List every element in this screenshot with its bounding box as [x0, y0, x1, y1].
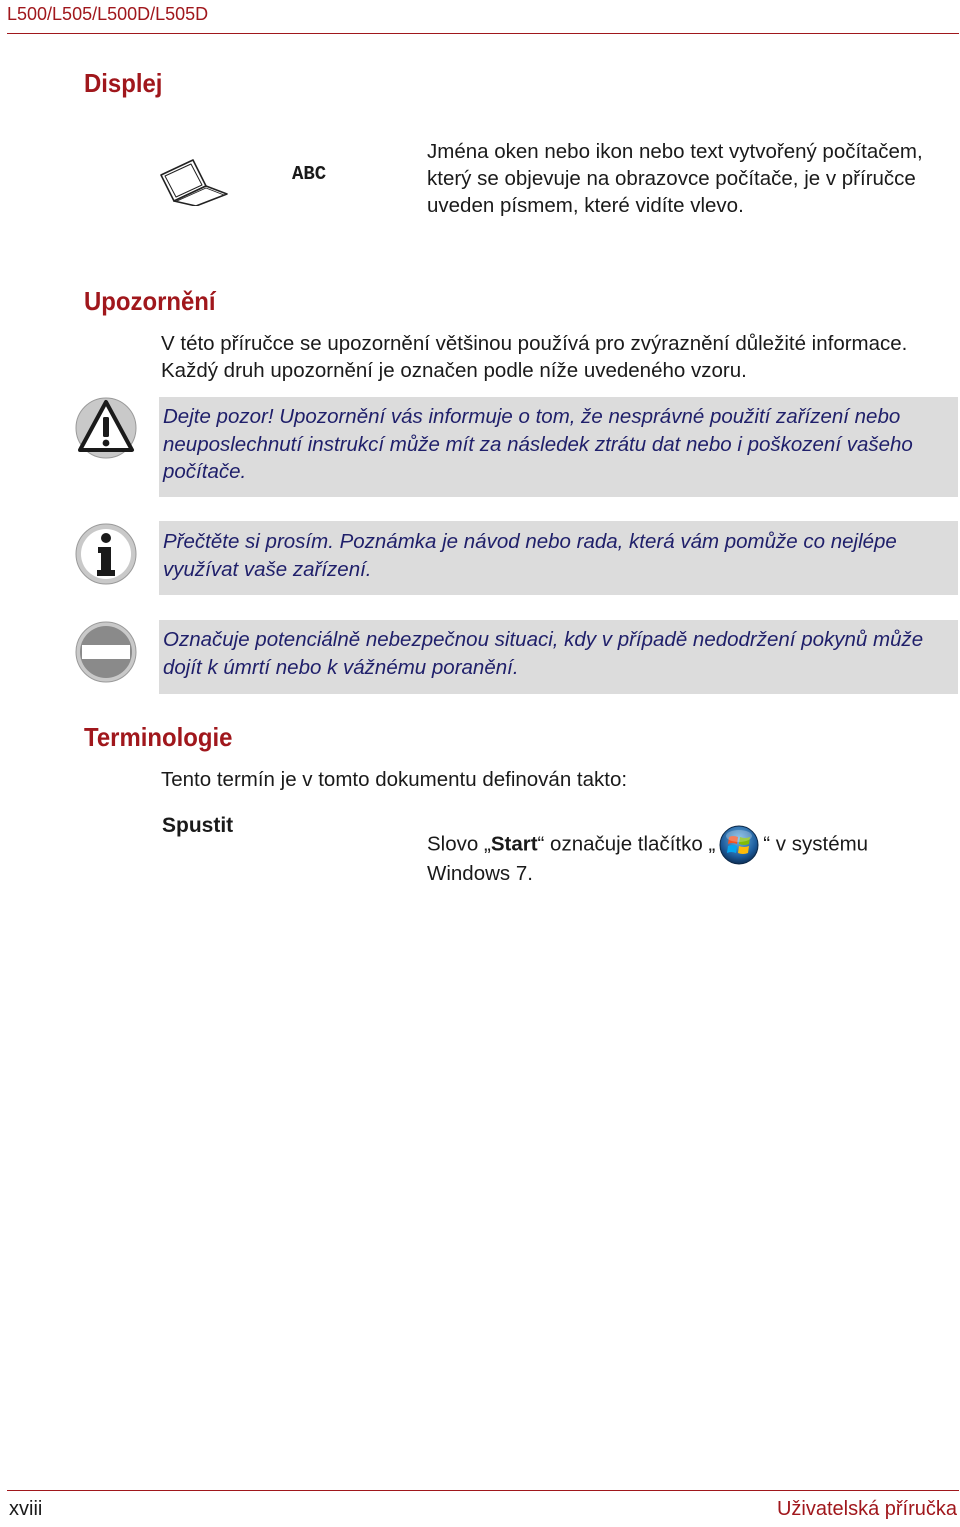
display-font-example: ABC [292, 163, 327, 185]
term-definition-line2: Windows 7. [427, 862, 533, 885]
caution-box [159, 397, 958, 497]
definition-mid: “ označuje tlačítko „ [537, 832, 716, 856]
document-model-header: L500/L505/L500D/L505D [7, 4, 209, 24]
heading-display: Displej [84, 68, 163, 98]
term-definition [427, 825, 868, 865]
footer-title: Uživatelská příručka [776, 1498, 957, 1520]
definition-pre: Slovo „ [427, 832, 491, 856]
note-box [159, 521, 958, 595]
term-label: Spustit [162, 814, 234, 837]
laptop-icon [158, 158, 230, 206]
danger-box [159, 620, 958, 694]
danger-text: Označuje potenciálně nebezpečnou situaci, kdy v případě nedodržení pokynů může dojít k úmrtí nebo k vážnému poranění. [163, 628, 924, 679]
page-number: xviii [9, 1498, 43, 1520]
windows-start-icon [719, 825, 759, 865]
definition-start-word: Start [490, 832, 538, 856]
caution-text: Dejte pozor! Upozornění vás informuje o tom, že nesprávné použití zařízení nebo neuposlechnutí instrukcí může mít za následek ztrátu dat nebo i poškození vašeho počítače. [163, 405, 913, 483]
heading-terminology: Terminologie [84, 722, 233, 752]
warnings-intro: V této příručce se upozornění většinou používá pro zvýraznění důležité informace. Každý druh upozornění je označen podle níže uvedeného vzoru. [161, 332, 908, 382]
caution-icon [75, 397, 137, 459]
footer-rule [7, 1490, 959, 1491]
display-description: Jména oken nebo ikon nebo text vytvořený počítačem, který se objevuje na obrazovce počítače, je v příručce uveden písmem, které vidíte vlevo. [427, 140, 923, 217]
danger-icon [75, 621, 137, 683]
terminology-intro: Tento termín je v tomto dokumentu definován takto: [161, 768, 628, 791]
info-icon [75, 523, 137, 585]
heading-warnings: Upozornění [84, 286, 216, 316]
note-text: Přečtěte si prosím. Poznámka je návod nebo rada, která vám pomůže co nejlépe využívat vaše zařízení. [163, 530, 897, 581]
header-rule [7, 33, 959, 34]
definition-post: “ v systému [763, 832, 869, 856]
